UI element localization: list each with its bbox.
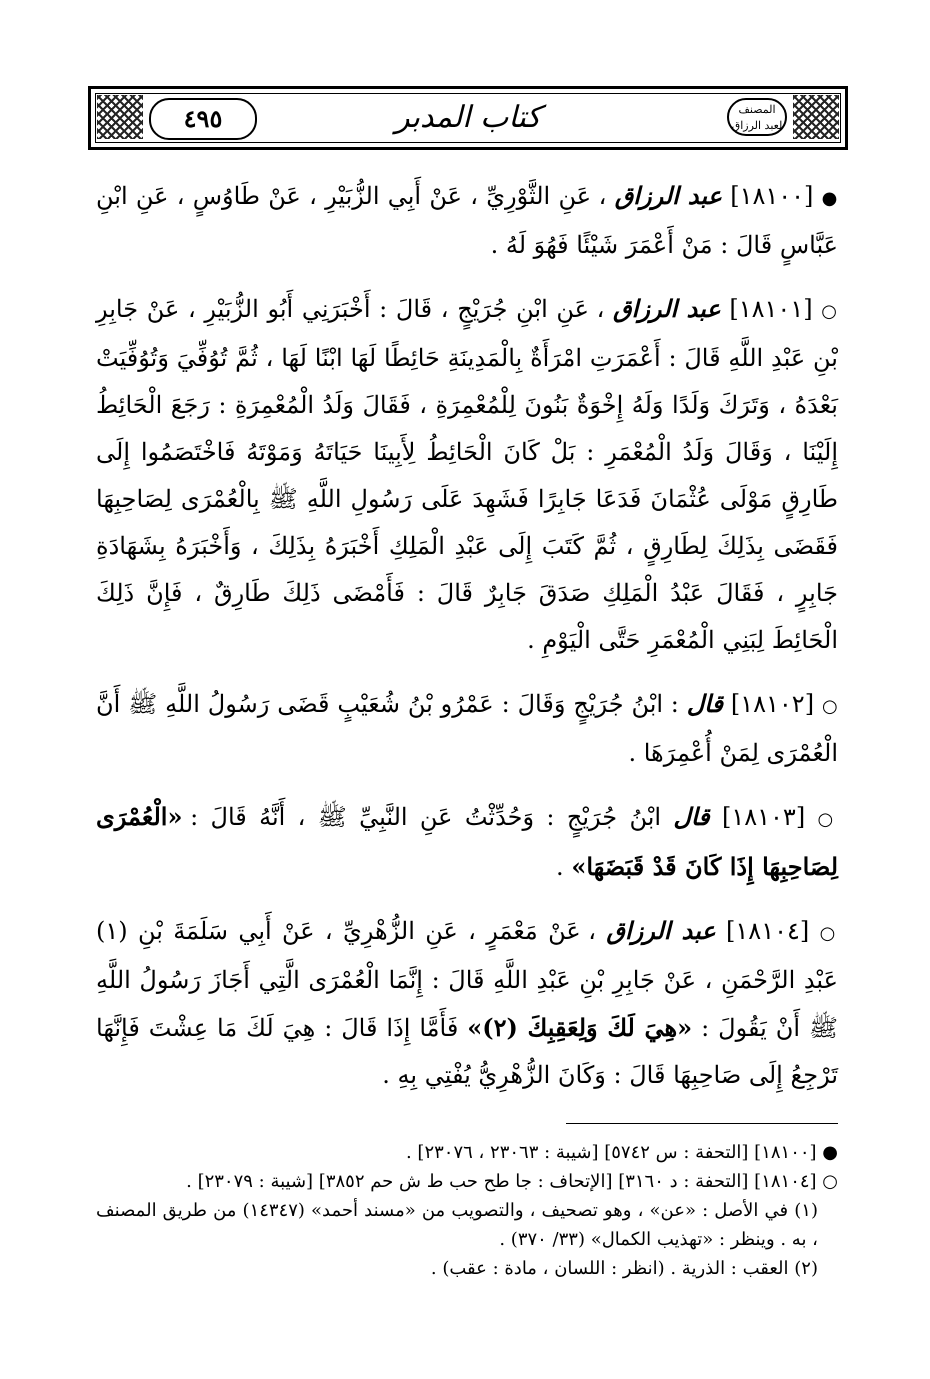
author-badge: المصنف لعبد الرزاق [727,98,787,136]
hadith-text: ابْنُ جُرَيْجٍ : وَحُدِّثْتُ عَنِ النَّبِيِّ ﷺ ، أَنَّهُ قَالَ : [190,803,662,831]
hadith-end: فَأَمَّا إِذَا قَالَ : هِيَ لَكَ مَا عِشْتَ فَإِنَّهَا تَرْجِعُ إِلَى صَاحِبِهَا قَالَ : وَكَانَ الزُّهْرِيُّ يُفْتِي بِهِ . [96,1014,838,1089]
narrator-name: قال [673,802,710,831]
hadith-paragraph [96,172,838,269]
ornament-icon [97,95,143,139]
hadith-paragraph [96,793,838,891]
hadith-text: ، عَنْ مَعْمَرٍ ، عَنِ الزُّهْرِيِّ ، عَنْ أَبِي سَلَمَةَ بْنِ (١) عَبْدِ الرَّحْمَنِ ، عَنْ جَابِرِ بْنِ عَبْدِ اللَّهِ قَالَ : إِنَّمَا الْعُمْرَى الَّتِي أَجَازَ رَسُولُ اللَّهِ ﷺ أَنْ يَقُولَ : [96,917,838,1042]
hadith-number: [١٨١٠٣] [721,803,806,831]
main-text [96,172,838,1115]
narrator-name: عبد الرزاق [613,294,721,323]
bullet-icon: ○ [821,696,838,717]
footnote: (١) في الأصل : «عن» ، وهو تصحيف ، والتصويب من «مسند أحمد» (١٤٣٤٧) من طريق المصنف ، به . وينظر : «تهذيب الكمال» (٣٣/ ٣٧٠) . [96,1200,818,1250]
hadith-number: [١٨١٠٢] [730,690,815,718]
footnotes [96,1138,838,1283]
hadith-text: : ابْنُ جُرَيْجٍ وَقَالَ : عَمْرُو بْنُ شُعَيْبٍ قَضَى رَسُولُ اللَّهِ ﷺ أَنَّ الْعُمْرَى لِمَنْ أُعْمِرَهَا . [96,690,838,767]
hadith-text: ، عَنِ الثَّوْرِيِّ ، عَنْ أَبِي الزُّبَيْرِ ، عَنْ طَاوُسٍ ، عَنِ ابْنِ عَبَّاسٍ قَالَ : مَنْ أَعْمَرَ شَيْئًا فَهُوَ لَهُ . [96,182,838,259]
hadith-paragraph [96,907,838,1099]
narrator-name: عبد الرزاق [606,916,716,945]
bullet-icon: ○ [817,809,838,830]
hadith-text: ، عَنِ ابْنِ جُرَيْجٍ ، قَالَ : أَخْبَرَنِي أَبُو الزُّبَيْرِ ، عَنْ جَابِرِ بْنِ عَبْدِ اللَّهِ قَالَ : أَعْمَرَتِ امْرَأَةٌ بِالْمَدِينَةِ حَائِطًا لَهَا ابْنًا لَهَا ، ثُمَّ تُوُفِّيَ وَتُوُفِّيَتْ بَعْدَهُ ، وَتَرَكَ وَلَدًا وَلَهُ إِخْوَةٌ بَنُونَ لِلْمُعْمِرَةِ ، فَقَالَ وَلَدُ الْمُعْمِرَةِ : رَجَعَ الْحَائِطُ إِلَيْنَا ، وَقَالَ وَلَدُ الْمُعْمَرِ : بَلْ كَانَ الْحَائِطُ لِأَبِينَا حَيَاتَهُ وَمَوْتَهُ فَاخْتَصَمُوا إِلَى طَارِقٍ مَوْلَى عُثْمَانَ فَدَعَا جَابِرًا فَشَهِدَ عَلَى رَسُولِ اللَّهِ ﷺ بِالْعُمْرَى لِصَاحِبِهَا فَقَضَى بِذَلِكَ لِطَارِقٍ ، ثُمَّ كَتَبَ إِلَى عَبْدِ الْمَلِكِ أَخْبَرَهُ بِذَلِكَ ، وَأَخْبَرَهُ بِشَهَادَةِ جَابِرٍ ، فَقَالَ عَبْدُ الْمَلِكِ صَدَقَ جَابِرٌ قَالَ : فَأَمْضَى ذَلِكَ طَارِقٌ ، فَإِنَّ ذَلِكَ الْحَائِطَ لِبَنِي الْمُعْمَرِ حَتَّى الْيَوْمِ . [96,295,838,654]
narrator-name: قال [686,689,723,718]
hadith-number: [١٨١٠٤] [726,917,810,945]
hadith-paragraph [96,680,838,777]
page-header [88,86,848,150]
hadith-paragraph [96,285,838,664]
hadith-number: [١٨١٠١] [729,295,813,323]
book-title: كتاب المدبر [395,100,541,135]
footnote: (٢) العقب : الذرية . (انظر : اللسان ، مادة : عقب) . [430,1258,818,1279]
narrator-name: عبد الرزاق [614,181,722,210]
hadith-number: [١٨١٠٠] [730,182,814,210]
footnote-divider [566,1123,838,1124]
footnote-reference: ● [١٨١٠٠] [التحفة : س ٥٧٤٢] [شيبة : ٢٣٠٦٣ ، ٢٣٠٧٦] . [405,1142,838,1163]
page-number: ٤٩٥ [149,98,257,140]
bullet-icon: ○ [821,301,838,322]
prophetic-quote: «هِيَ لَكَ وَلِعَقِبِكَ (٢)» [467,1013,693,1042]
bullet-icon: ● [821,188,839,209]
hadith-end: . [556,853,564,881]
footnote-reference: ○ [١٨١٠٤] [التحفة : د ٣١٦٠] [الإتحاف : جا طح حب ط ش حم ٣٨٥٢] [شيبة : ٢٣٠٧٩] . [186,1171,838,1192]
prophetic-quote: «الْعُمْرَى لِصَاحِبِهَا إِذَا كَانَ قَدْ قَبَضَهَا» [96,802,838,881]
bullet-icon: ○ [819,923,838,944]
ornament-icon [793,95,839,139]
